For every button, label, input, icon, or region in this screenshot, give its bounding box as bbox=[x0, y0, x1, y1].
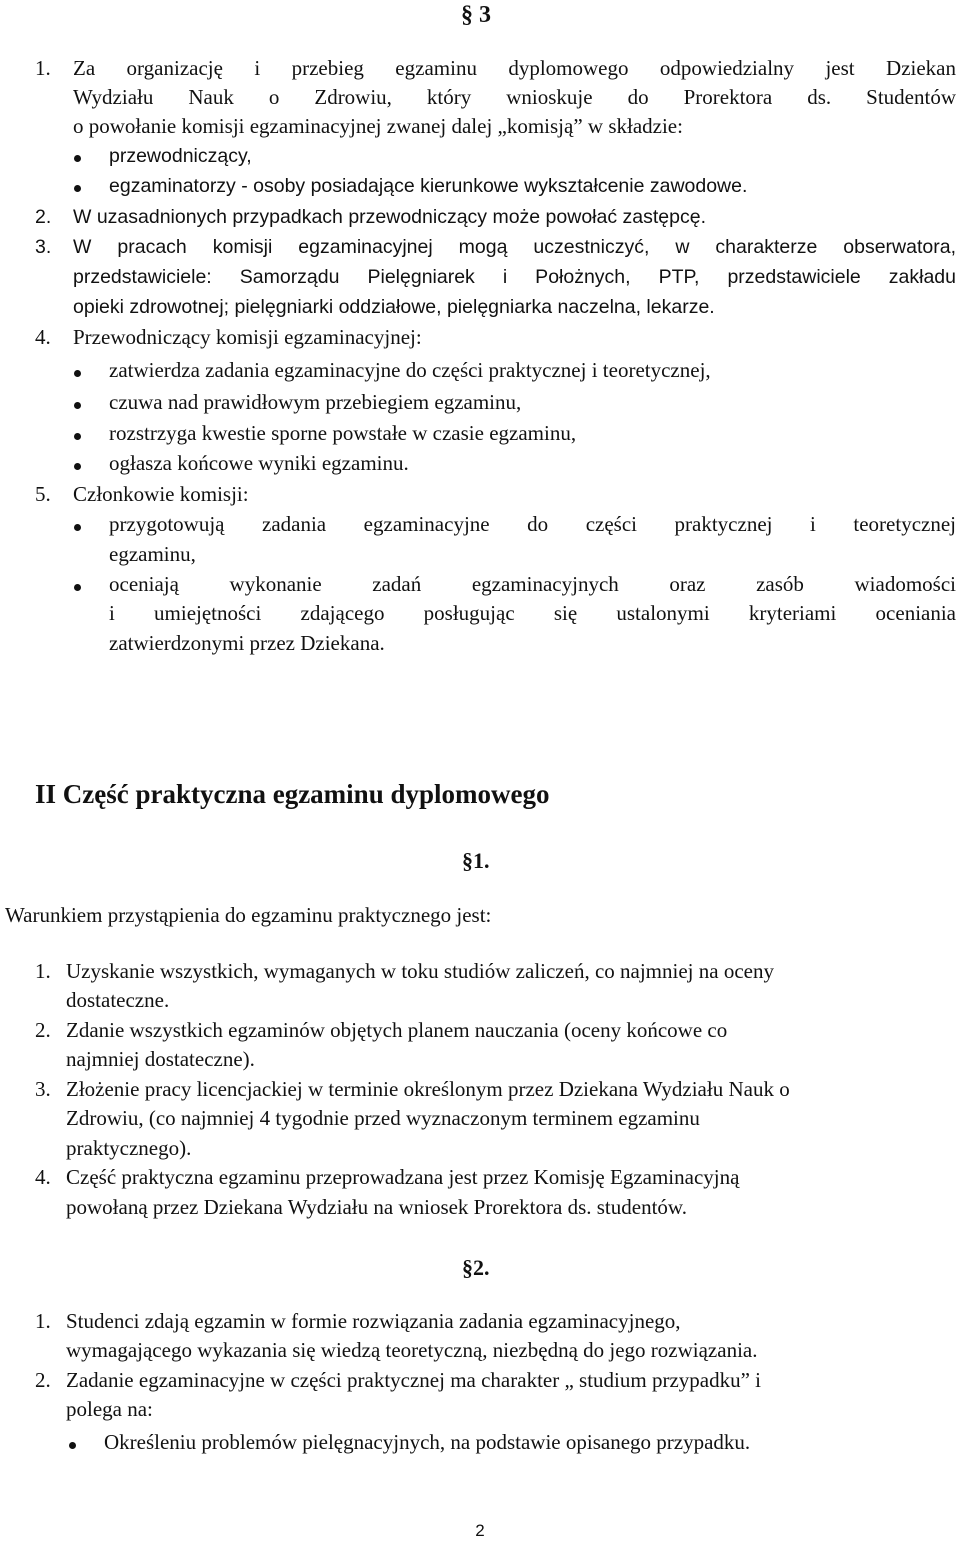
bullet-icon bbox=[74, 584, 81, 591]
paragraph-line: najmniej dostateczne). bbox=[66, 1047, 255, 1071]
paragraph-line: o powołanie komisji egzaminacyjnej zwanej dalej „komisją” w składzie: bbox=[73, 114, 683, 138]
paragraph-line: dostateczne. bbox=[66, 988, 170, 1012]
paragraph-line: wymagającego wykazania się wiedzą teoretyczną, niezbędną do jego rozwiązania. bbox=[66, 1338, 758, 1362]
bullet-text: przygotowują zadania egzaminacyjne do części praktycznej i teoretycznej bbox=[109, 512, 956, 536]
bullet-icon bbox=[74, 155, 81, 162]
page-number: 2 bbox=[475, 1521, 485, 1540]
paragraph-line: Zdanie wszystkich egzaminów objętych planem nauczania (oceny końcowe co bbox=[66, 1018, 728, 1042]
paragraph-line: W pracach komisji egzaminacyjnej mogą uczestniczyć, w charakterze obserwatora, bbox=[73, 236, 956, 258]
paragraph-line: Członkowie komisji: bbox=[73, 482, 249, 506]
bullet-icon bbox=[74, 524, 81, 531]
bullet-text: oceniają wykonanie zadań egzaminacyjnych oraz zasób wiadomości bbox=[109, 572, 956, 596]
paragraph-line: Wydziału Nauk o Zdrowiu, który wnioskuje do Prorektora ds. Studentów bbox=[73, 85, 956, 109]
bullet-icon bbox=[74, 402, 81, 409]
list-number: 3. bbox=[35, 236, 52, 258]
paragraph-line: Złożenie pracy licencjackiej w terminie określonym przez Dziekana Wydziału Nauk o bbox=[66, 1077, 790, 1101]
list-number: 4. bbox=[35, 325, 51, 349]
list-number: 4. bbox=[35, 1165, 51, 1189]
paragraph-line: Przewodniczący komisji egzaminacyjnej: bbox=[73, 325, 422, 349]
section-heading: §2. bbox=[462, 1255, 490, 1280]
paragraph-line: W uzasadnionych przypadkach przewodniczący może powołać zastępcę. bbox=[73, 206, 706, 228]
paragraph-line: przedstawiciele: Samorządu Pielęgniarek i Położnych, PTP, przedstawiciele zakładu bbox=[73, 266, 956, 288]
bullet-text: egzaminatorzy - osoby posiadające kierunkowe wykształcenie zawodowe. bbox=[109, 175, 748, 197]
list-number: 3. bbox=[35, 1077, 51, 1101]
bullet-text: zatwierdzonymi przez Dziekana. bbox=[109, 631, 385, 655]
bullet-text: Określeniu problemów pielęgnacyjnych, na podstawie opisanego przypadku. bbox=[104, 1430, 751, 1454]
bullet-text: i umiejętności zdającego posługując się ustalonymi kryteriami oceniania bbox=[109, 601, 956, 625]
list-number: 2. bbox=[35, 206, 52, 228]
paragraph-line: Zadanie egzaminacyjne w części praktycznej ma charakter „ studium przypadku” i bbox=[66, 1368, 761, 1392]
bullet-text: rozstrzyga kwestie sporne powstałe w czasie egzaminu, bbox=[109, 421, 577, 445]
bullet-icon bbox=[74, 463, 81, 470]
paragraph-line: Uzyskanie wszystkich, wymaganych w toku studiów zaliczeń, co najmniej na oceny bbox=[66, 959, 774, 983]
bullet-icon bbox=[69, 1442, 76, 1449]
bullet-text: zatwierdza zadania egzaminacyjne do części praktycznej i teoretycznej, bbox=[109, 358, 711, 382]
paragraph-line: Zdrowiu, (co najmniej 4 tygodnie przed wyznaczonym terminem egzaminu bbox=[66, 1106, 700, 1130]
paragraph-line: Część praktyczna egzaminu przeprowadzana jest przez Komisję Egzaminacyjną bbox=[66, 1165, 740, 1189]
paragraph-line: opieki zdrowotnej; pielęgniarki oddziałowe, pielęgniarka naczelna, lekarze. bbox=[73, 296, 715, 318]
list-number: 1. bbox=[35, 56, 51, 80]
list-number: 1. bbox=[35, 1309, 51, 1333]
section-heading: § 3 bbox=[461, 2, 491, 28]
bullet-text: przewodniczący, bbox=[109, 145, 252, 167]
list-number: 2. bbox=[35, 1018, 51, 1042]
paragraph-line: Za organizację i przebieg egzaminu dyplomowego odpowiedzialny jest Dziekan bbox=[73, 56, 956, 80]
part-title: II Część praktyczna egzaminu dyplomowego bbox=[35, 779, 550, 809]
list-number: 1. bbox=[35, 959, 51, 983]
list-number: 2. bbox=[35, 1368, 51, 1392]
paragraph-line: praktycznego). bbox=[66, 1136, 192, 1160]
bullet-text: egzaminu, bbox=[109, 542, 196, 566]
paragraph-line: Studenci zdają egzamin w formie rozwiązania zadania egzaminacyjnego, bbox=[66, 1309, 681, 1333]
bullet-text: czuwa nad prawidłowym przebiegiem egzaminu, bbox=[109, 390, 522, 414]
section-heading: §1. bbox=[462, 848, 490, 873]
bullet-icon bbox=[74, 185, 81, 192]
bullet-icon bbox=[74, 433, 81, 440]
paragraph-line: powołaną przez Dziekana Wydziału na wniosek Prorektora ds. studentów. bbox=[66, 1195, 687, 1219]
list-number: 5. bbox=[35, 482, 51, 506]
paragraph-line: Warunkiem przystąpienia do egzaminu praktycznego jest: bbox=[5, 903, 492, 927]
paragraph-line: polega na: bbox=[66, 1397, 153, 1421]
bullet-text: ogłasza końcowe wyniki egzaminu. bbox=[109, 451, 409, 475]
bullet-icon bbox=[74, 370, 81, 377]
